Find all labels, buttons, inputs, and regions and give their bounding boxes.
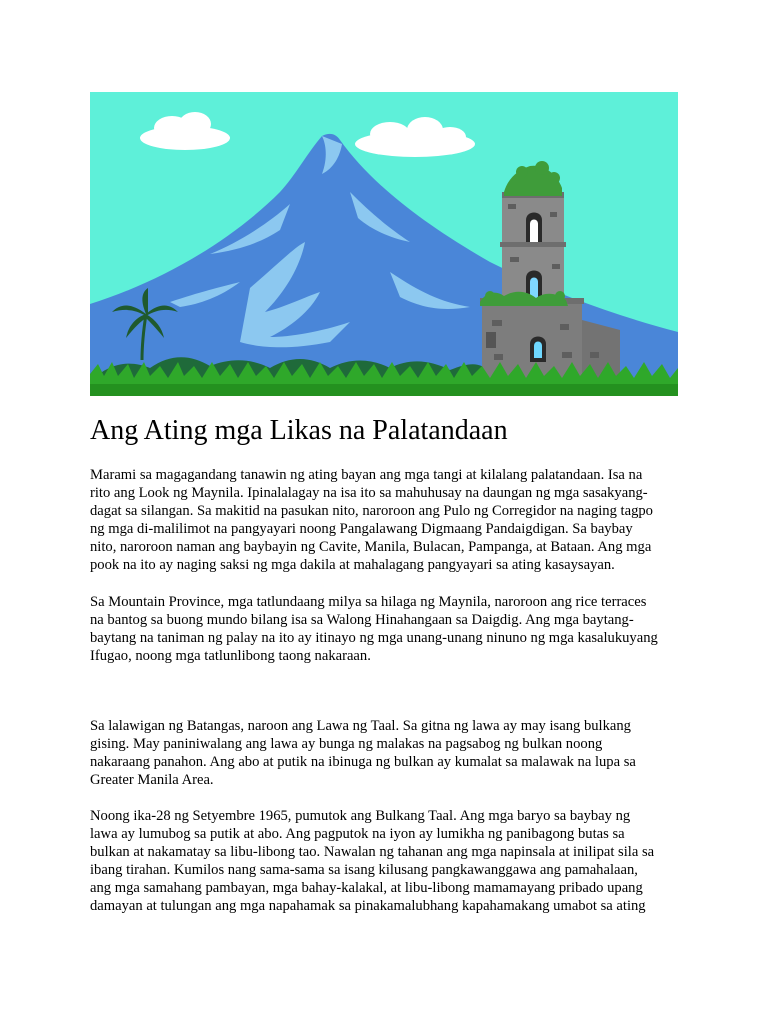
paragraph-1 (90, 466, 678, 574)
paragraph-line: Sa Mountain Province, mga tatlundaang milya sa hilaga ng Maynila, naroroon ang rice terraces (90, 594, 647, 610)
paragraph-line: lawa ay lumubog sa putik at abo. Ang pagputok na iyon ay lumikha ng panibagong butas sa (90, 826, 625, 842)
paragraph-line: Noong ika-28 ng Setyembre 1965, pumutok ang Bulkang Taal. Ang mga baryo sa baybay ng (90, 808, 631, 824)
paragraph-line: Sa lalawigan ng Batangas, naroon ang Lawa ng Taal. Sa gitna ng lawa ay may isang bulkang (90, 718, 631, 734)
hero-illustration (90, 92, 678, 396)
paragraph-line: baytang na taniman ng palay na ito ay itinayo ng mga unang-unang ninuno ng mga kasalukuyang (90, 630, 658, 646)
paragraph-line: nakaraang panahon. Ang abo at putik na ibinuga ng bulkan ay kumalat sa malawak na lupa sa (90, 754, 636, 770)
paragraph-line: ng mga di-malilimot na pangyayari noong Pangalawang Digmaang Pandaigdigan. Sa baybay (90, 521, 633, 537)
paragraph-line: Greater Manila Area. (90, 772, 214, 788)
paragraph-line: ibang tirahan. Kumilos nang sama-sama sa isang kilusang pangkawanggawa ang pamahalaan, (90, 862, 638, 878)
paragraph-line: damayan at tulungan ang mga napahamak sa pinakamalubhang kapahamakang umabot sa ating (90, 898, 646, 914)
paragraph-line: dagat sa silangan. Sa makitid na pasukan nito, naroroon ang Pulo ng Corregidor na naging tagpo (90, 503, 653, 519)
paragraph-4 (90, 807, 678, 915)
paragraph-3 (90, 717, 678, 789)
paragraph-line: pook na ito ay naging saksi ng mga dakila at mahalagang pangyayari sa ating kasaysayan. (90, 557, 615, 573)
paragraph-line: rito ang Look ng Maynila. Ipinalalagay na isa ito sa mahuhusay na daungan ng mga sasakyang- (90, 485, 648, 501)
paragraph-line: na bantog sa buong mundo bilang isa sa Walong Hinahangaan sa Daigdig. Ang mga baytang- (90, 612, 634, 628)
paragraph-line: Marami sa magagandang tanawin ng ating bayan ang mga tangi at kilalang palatandaan. Isa na (90, 467, 643, 483)
page-title: Ang Ating mga Likas na Palatandaan (90, 415, 508, 446)
paragraph-line: Ifugao, noong mga tatlunlibong taong nakaraan. (90, 648, 371, 664)
grass-base (90, 384, 678, 396)
paragraph-line: nito, naroroon naman ang baybayin ng Cavite, Manila, Bulacan, Pampanga, at Bataan. Ang mga (90, 539, 652, 555)
paragraph-line: gising. May paniniwalang ang lawa ay bunga ng malakas na pagsabog ng bulkan noong (90, 736, 603, 752)
paragraph-line: bulkan at nakamatay sa libu-libong tao. Nawalan ng tahanan ang mga napinsala at inilipat sila sa (90, 844, 655, 860)
paragraph-2 (90, 593, 678, 665)
paragraph-line: ang mga samahang pambayan, mga bahay-kalakal, at libu-libong mamamayang pribado upang (90, 880, 643, 896)
